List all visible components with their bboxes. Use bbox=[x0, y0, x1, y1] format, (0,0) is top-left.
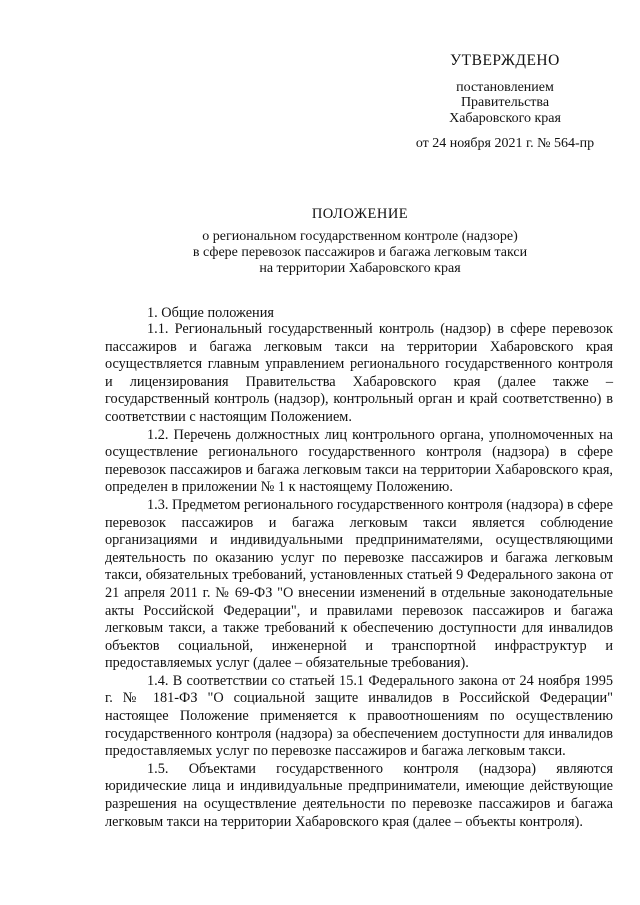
document-title-block bbox=[100, 206, 620, 277]
paragraph-1-2: 1.2. Перечень должностных лиц контрольного органа, уполномоченных на осуществление регионального государственного контроля (надзора) в сфере перевозок пассажиров и багажа легковым такси на территории Хабаровского края, определен в приложении № 1 к настоящему Положению. bbox=[105, 426, 613, 496]
document-subtitle-line: о региональном государственном контроле (надзоре) bbox=[202, 228, 518, 244]
approval-line-2: Правительства bbox=[460, 95, 550, 111]
approval-line-1: постановлением bbox=[456, 79, 554, 95]
paragraph-1-4: 1.4. В соответствии со статьей 15.1 Федерального закона от 24 ноября 1995 г. № 181-ФЗ "О социальной защите инвалидов в Российской Федерации" настоящее Положение применяется к правоотношениям по осуществлению государственного контроля (надзора) за обеспечением доступности для инвалидов предоставляемых услуг по перевозке пассажиров и багажа легковым такси. bbox=[105, 672, 613, 760]
section-body bbox=[105, 321, 613, 831]
section-heading: 1. Общие положения bbox=[147, 305, 274, 321]
approval-caption: УТВЕРЖДЕНО bbox=[450, 52, 560, 69]
paragraph-1-3: 1.3. Предметом регионального государственного контроля (надзора) в сфере перевозок пассажиров и багажа легковым такси является соблюдение организациями и индивидуальными предпринимателями, осуществляющими деятельность по оказанию услуг по перевозке пассажиров и багажа легковым такси, обязательных требований, установленных статьей 9 Федерального закона от 21 апреля 2011 г. № 69-ФЗ "О внесении изменений в отдельные законодательные акты Российской Федерации", и правилами перевозок пассажиров и багажа легковым такси, а также требований к обеспечению доступности для инвалидов объектов социальной, инженерной и транспортной инфраструктур и предоставляемых услуг (далее – обязательные требования). bbox=[105, 496, 613, 672]
paragraph-1-1: 1.1. Региональный государственный контроль (надзор) в сфере перевозок пассажиров и багажа легковым такси на территории Хабаровского края осуществляется главным управлением регионального государственного контроля и лицензирования Правительства Хабаровского края (далее также – государственный контроль (надзор), контрольный орган и край соответственно) в соответствии с настоящим Положением. bbox=[105, 321, 613, 425]
approval-stamp bbox=[400, 52, 610, 153]
document-title: ПОЛОЖЕНИЕ bbox=[311, 206, 409, 222]
paragraph-1-5: 1.5. Объектами государственного контроля (надзора) являются юридические лица и индивидуальные предприниматели, имеющие действующие разрешения на осуществление деятельности по перевозке пассажиров и багажа легковым такси на территории Хабаровского края (далее – объекты контроля). bbox=[105, 760, 613, 830]
approval-line-3: Хабаровского края bbox=[449, 110, 561, 126]
document-subtitle-line: в сфере перевозок пассажиров и багажа легковым такси bbox=[192, 244, 528, 260]
approval-date: от 24 ноября 2021 г. № 564-пр bbox=[415, 136, 595, 152]
document-subtitle-line: на территории Хабаровского края bbox=[259, 260, 461, 276]
